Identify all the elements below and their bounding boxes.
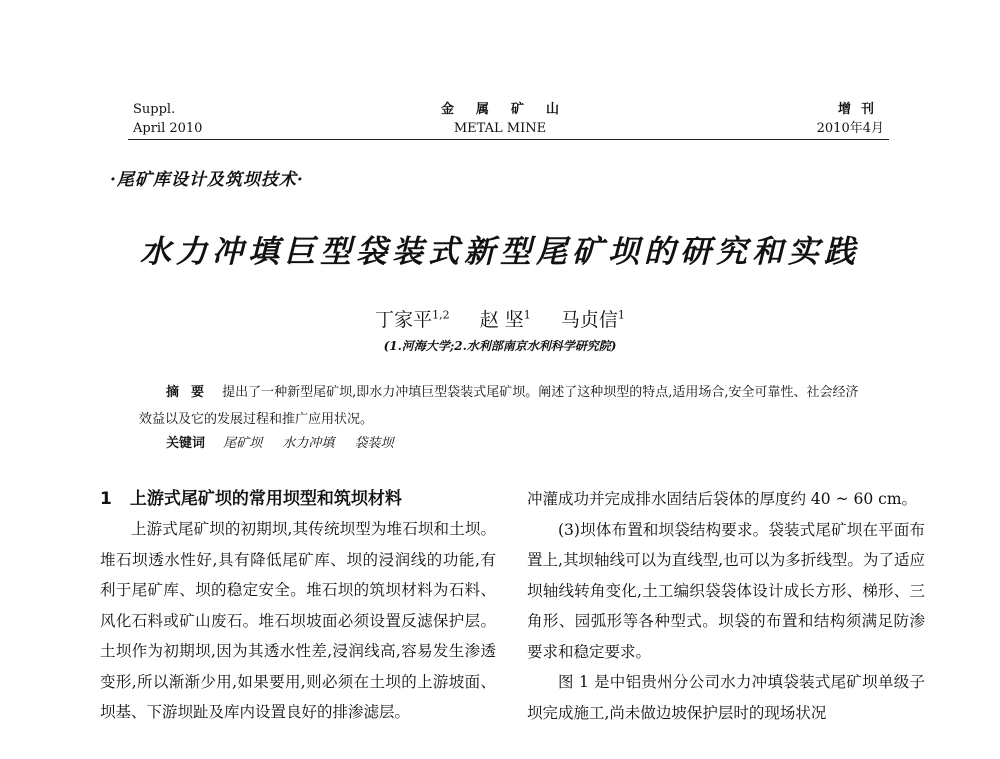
keywords-label: 关键词 [166,436,206,451]
header-right [817,100,884,138]
section-number: 1 [100,489,112,509]
header-suppl: Suppl. [133,102,176,117]
abstract [139,379,867,433]
header-date-en: April 2010 [133,121,203,136]
keyword: 尾矿坝 [223,436,263,451]
author: 丁家平$^{1,2}$ [375,308,450,331]
author-list [0,305,1000,332]
body-column-right [527,484,925,728]
keywords [166,432,409,451]
keyword: 水力冲填 [282,436,335,451]
body-paragraph: 冲灌成功并完成排水固结后袋体的厚度约 40 ~ 60 cm。 [527,490,918,508]
journal-name-en: METAL MINE [453,121,547,136]
header-date-cn: 2010年4月 [816,121,884,136]
header-suppl-cn: 增刊 [837,102,884,117]
body-column-left [100,484,496,728]
body-paragraph: 图 1 是中铝贵州分公司水力冲填袋装式尾矿坝单级子坝完成施工,尚未做边坡保护层时的现场状况 [527,673,925,722]
abstract-label: 摘要 [166,385,217,400]
paper-title: 水力冲填巨型袋装式新型尾矿坝的研究和实践 [140,234,860,270]
author: 马贞信$^1$ [560,308,625,331]
body-paragraph: (3)坝体布置和坝袋结构要求。袋装式尾矿坝在平面布置上,其坝轴线可以为直线型,也可以为多折线型。为了适应坝轴线转角变化,土工编织袋袋体设计成长方形、梯形、三角形、园弧形等各种型式。坝袋的布置和结构须满足防渗要求和稳定要求。 [527,520,925,661]
section-title: 上游式尾矿坝的常用坝型和筑坝材料 [129,489,402,509]
journal-name-cn: 金属矿山 [440,102,581,117]
affiliations: (1.河海大学;2.水利部南京水利科学研究院) [383,339,617,353]
section-heading [100,484,496,514]
column-tag: ·尾矿库设计及筑坝技术· [110,170,304,190]
body-paragraph: 上游式尾矿坝的初期坝,其传统坝型为堆石坝和土坝。堆石坝透水性好,具有降低尾矿库、坝的浸润线的功能,有利于尾矿库、坝的稳定安全。堆石坝的筑坝材料为石料、风化石料或矿山废石。堆石坝坡面必须设置反滤保护层。土坝作为初期坝,因为其透水性差,浸润线高,容易发生渗透变形,所以渐渐少用,如果要用,则必须在土坝的上游坡面、坝基、下游坝趾及库内设置良好的排渗滤层。 [100,520,496,721]
header-rule [128,139,889,140]
abstract-text: 提出了一种新型尾矿坝,即水力冲填巨型袋装式尾矿坝。阐述了这种坝型的特点,适用场合,安全可靠性、社会经济效益以及它的发展过程和推广应用状况。 [139,385,859,427]
keyword: 袋装坝 [354,436,394,451]
author: 赵 坚$^1$ [479,308,531,331]
